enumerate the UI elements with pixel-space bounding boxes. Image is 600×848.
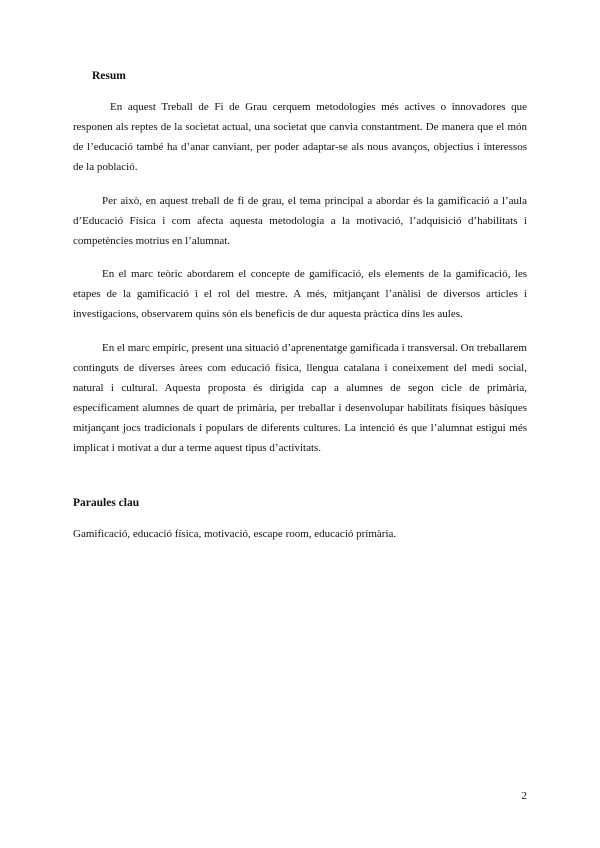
summary-paragraph-4: En el marc empíric, present una situació d’aprenentatge gamificada i transversal. On treballarem continguts de diverses àrees com educació física, llengua catalana i coneixement del medi social, natural i cultural. Aquesta proposta és dirigida cap a alumnes de segon cicle de primària, específicament alumnes de quart de primària, per treballar i desenvolupar habilitats físiques bàsiques mitjançant jocs tradicionals i populars de diferents cultures. La intenció és que l’alumnat estigui més implicat i motivat a dur a terme aquest tipus d’activitats. bbox=[73, 342, 527, 454]
keywords-text: Gamificació, educació física, motivació, escape room, educació primària. bbox=[73, 528, 397, 540]
summary-paragraph-2: Per això, en aquest treball de fi de grau, el tema principal a abordar és la gamificació a l’aula d’Educació Física i com afecta aquesta metodologia a la motivació, l’adquisició d’habilitats i competències motrius en l’alumnat. bbox=[73, 195, 527, 247]
keywords-heading: Paraules clau bbox=[73, 497, 140, 509]
summary-paragraph-3: En el marc teòric abordarem el concepte de gamificació, els elements de la gamificació, les etapes de la gamificació i el rol del mestre. A més, mitjançant l’anàlisi de diversos articles i investigacions, observarem quins són els beneficis de dur aquesta pràctica dins les aules. bbox=[73, 268, 527, 320]
summary-paragraph-1: En aquest Treball de Fi de Grau cerquem metodologies més actives o innovadores que responen als reptes de la societat actual, una societat que canvia constantment. De manera que el món de l’educació també ha d’anar canviant, per poder adaptar-se als nous avanços, objectius i interessos de la població. bbox=[73, 101, 527, 173]
summary-heading: Resum bbox=[92, 70, 126, 82]
page-number: 2 bbox=[521, 790, 527, 802]
